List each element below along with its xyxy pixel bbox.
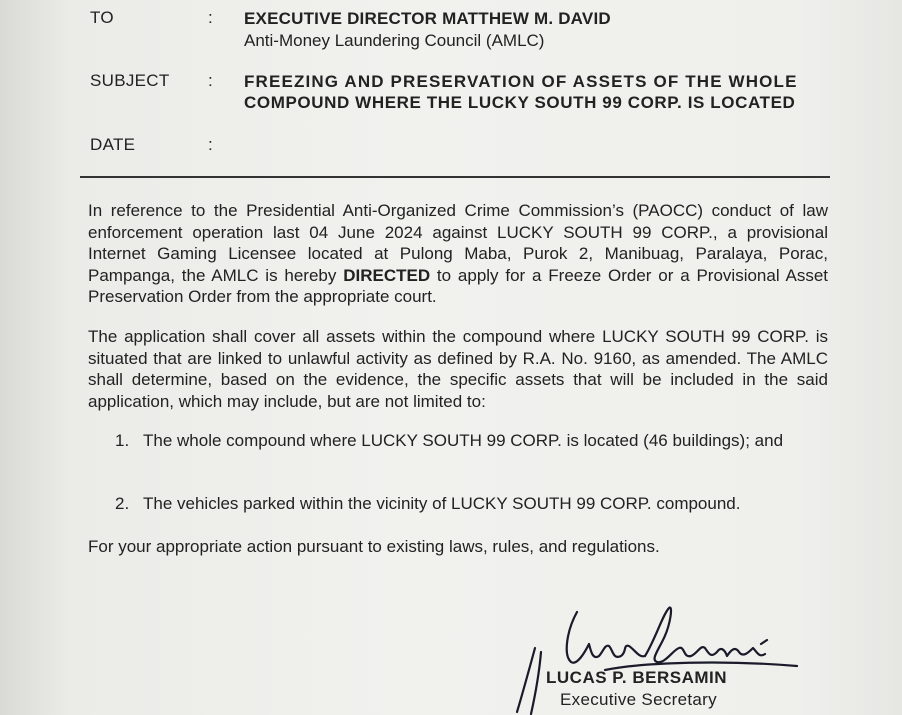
paragraph-reference-text: In reference to the Presidential Anti-Organized Crime Commission’s (PAOCC) conduct of law enforcement operation last 04 June 2024 against LUCKY SOUTH 99 CORP., a provisional Internet Gaming Licensee located at Pulong Maba, Purok 2, Manibuag, Paralaya, Porac, Pampanga, the AMLC is hereby [88,201,828,285]
date-label: DATE [90,135,136,154]
list-item-text: The whole compound where LUCKY SOUTH 99 CORP. is located (46 buildings); and [143,431,784,450]
subject-line-2: COMPOUND WHERE THE LUCKY SOUTH 99 CORP. IS LOCATED [244,93,796,112]
header-divider [80,176,830,178]
recipient-name: EXECUTIVE DIRECTOR MATTHEW M. DAVID [244,9,611,28]
paragraph-application: The application shall cover all assets within the compound where LUCKY SOUTH 99 CORP. is situated that are linked to unlawful activity as defined by R.A. No. 9160, as amended. The AMLC shall determine, based on the evidence, the specific assets that will be included in the said application, which may include, but are not limited to: [88,327,828,411]
list-item [115,430,830,452]
paragraph-reference-text-end: to apply for a Freeze Order or a Provisional Asset Preservation Order from the appropriate court. [88,265,828,306]
list-number: 1. [115,431,130,450]
list-item-text: The vehicles parked within the vicinity of LUCKY SOUTH 99 CORP. compound. [143,494,741,513]
subject-colon: : [208,71,213,90]
list-number: 2. [115,494,130,513]
list-item [115,493,830,515]
closing-statement: For your appropriate action pursuant to existing laws, rules, and regulations. [88,537,660,556]
subject-label: SUBJECT [90,71,170,90]
signatory-name: LUCAS P. BERSAMIN [546,668,728,687]
to-colon: : [208,8,213,27]
paragraph-reference [88,200,828,308]
recipient-organization: Anti-Money Laundering Council (AMLC) [244,31,545,50]
signatory-title: Executive Secretary [560,690,717,709]
directed-emphasis: DIRECTED [343,265,431,285]
to-label: TO [90,8,114,27]
date-colon: : [208,135,213,154]
subject-line-1: FREEZING AND PRESERVATION OF ASSETS OF THE WHOLE [244,72,798,91]
